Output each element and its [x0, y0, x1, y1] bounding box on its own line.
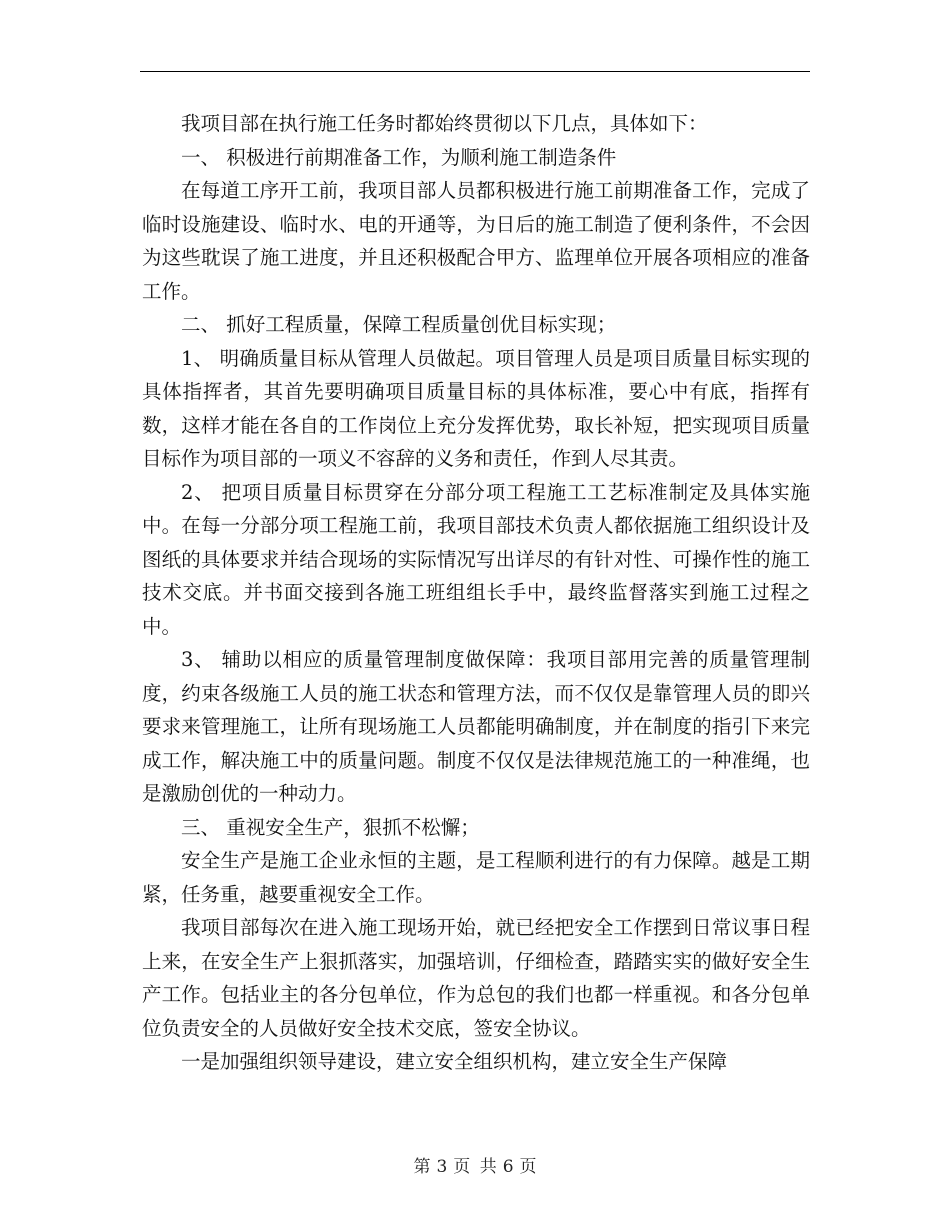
paragraph: 一是加强组织领导建设，建立安全组织机构，建立安全生产保障	[181, 1050, 728, 1073]
footer-prefix: 第	[413, 1157, 431, 1177]
heading-2: 二、 抓好工程质量，保障工程质量创优目标实现；	[181, 313, 617, 336]
paragraph: 安全生产是施工企业永恒的主题，是工程顺利进行的有力保障。越是工期紧，任务重，越要重视安全工作。	[142, 849, 810, 906]
footer-middle: 页 共	[453, 1157, 497, 1177]
paragraph: 1、 明确质量目标从管理人员做起。项目管理人员是项目质量目标实现的具体指挥者，其首先要明确项目质量目标的具体标准，要心中有底，指挥有数，这样才能在各自的工作岗位上充分发挥优势，取长补短，把实现项目质量目标作为项目部的一项义不容辞的义务和责任，作到人尽其责。	[142, 346, 810, 470]
heading-3: 三、 重视安全生产，狠抓不松懈；	[181, 815, 480, 839]
footer-total-pages: 6	[502, 1157, 514, 1177]
paragraph-intro: 我项目部在执行施工任务时都始终贯彻以下几点，具体如下：	[181, 112, 708, 135]
footer-page-number: 3	[436, 1157, 448, 1177]
body-text	[142, 107, 810, 1079]
paragraph: 2、 把项目质量目标贯穿在分部分项工程施工工艺标准制定及具体实施中。在每一分部分项工程施工前，我项目部技术负责人都依据施工组织设计及图纸的具体要求并结合现场的实际情况写出详尽的有针对性、可操作性的施工技术交底。并书面交接到各施工班组组长手中，最终监督落实到施工过程之中。	[142, 480, 810, 638]
footer-suffix: 页	[519, 1157, 537, 1177]
header-rule	[140, 71, 810, 72]
heading-1: 一、 积极进行前期准备工作，为顺利施工制造条件	[181, 145, 617, 169]
paragraph: 在每道工序开工前，我项目部人员都积极进行施工前期准备工作，完成了临时设施建设、临时水、电的开通等，为日后的施工制造了便利条件，不会因为这些耽误了施工进度，并且还积极配合甲方、监理单位开展各项相应的准备工作。	[142, 179, 810, 303]
page-footer	[0, 1152, 950, 1177]
paragraph: 我项目部每次在进入施工现场开始，就已经把安全工作摆到日常议事日程上来，在安全生产上狠抓落实，加强培训，仔细检查，踏踏实实的做好安全生产工作。包括业主的各分包单位，作为总包的我们也都一样重视。和各分包单位负责安全的人员做好安全技术交底，签安全协议。	[142, 916, 810, 1040]
paragraph: 3、 辅助以相应的质量管理制度做保障：我项目部用完善的质量管理制度，约束各级施工人员的施工状态和管理方法，而不仅仅是靠管理人员的即兴要求来管理施工，让所有现场施工人员都能明确制度，并在制度的指引下来完成工作，解决施工中的质量问题。制度不仅仅是法律规范施工的一种准绳，也是激励创优的一种动力。	[142, 648, 810, 805]
